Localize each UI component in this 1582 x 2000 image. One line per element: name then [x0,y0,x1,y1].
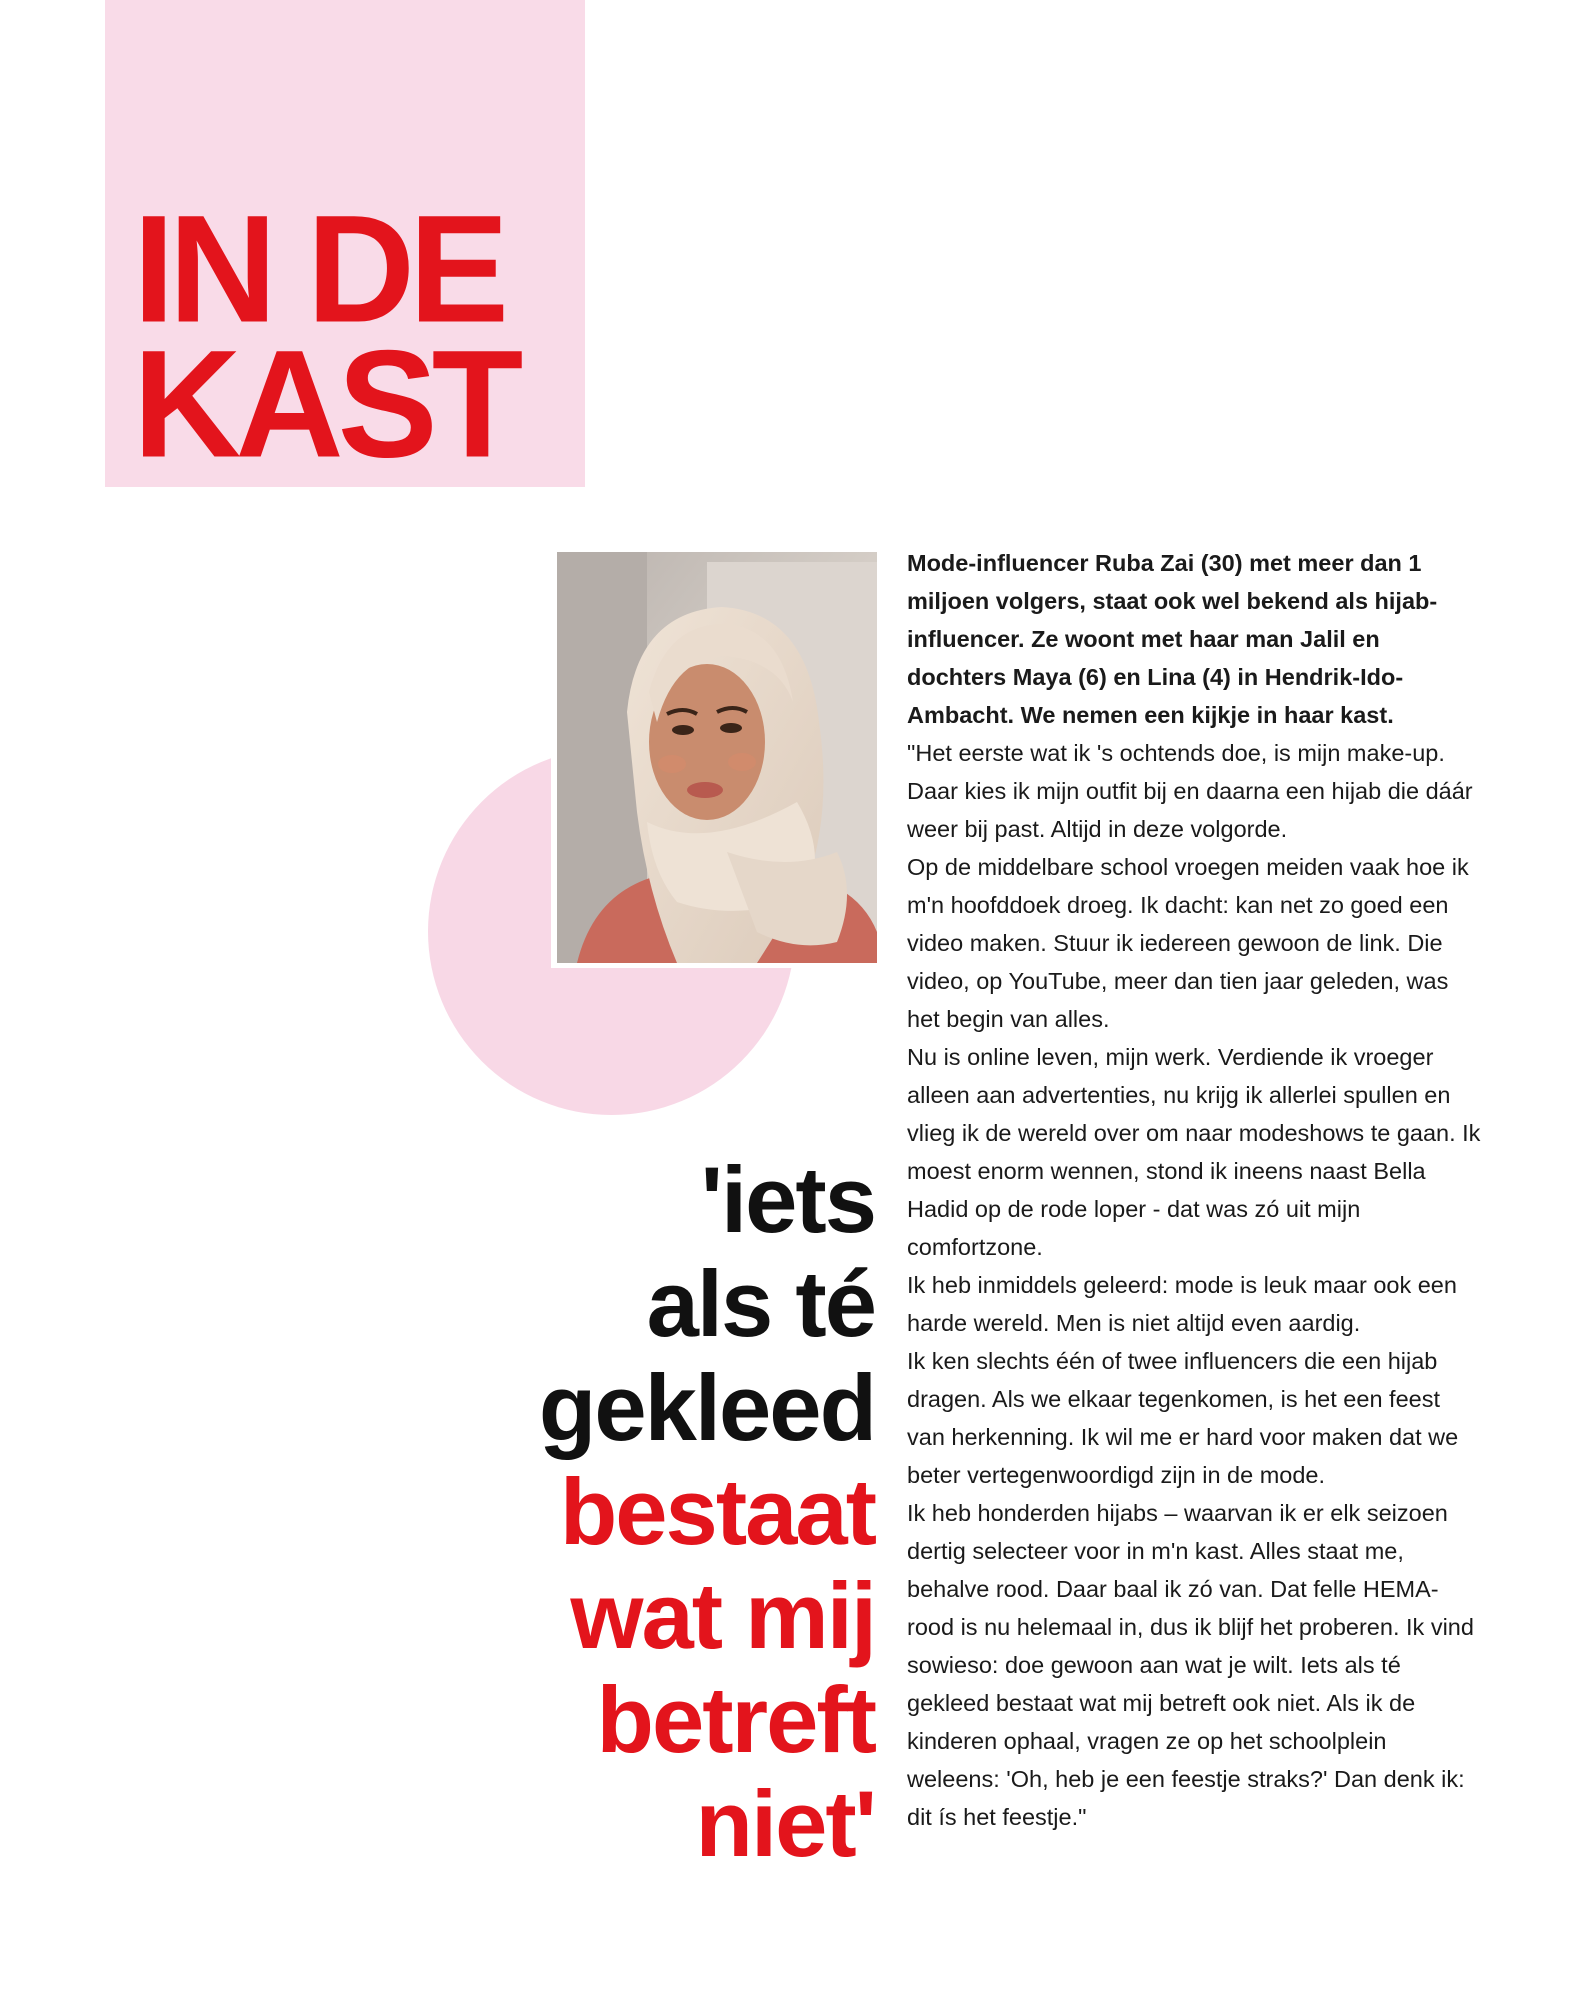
quote-line-red: wat mij [570,1563,875,1668]
quote-line: 'iets [700,1147,875,1252]
quote-line: als té [646,1251,875,1356]
title-block [105,0,585,490]
article-paragraph: Ik heb honderden hijabs – waarvan ik er elk seizoen dertig selecteer voor in m'n kast. Alles staat me, behalve rood. Daar baal ik zó van. Dat felle HEMA-rood is nu helemaal in, dus ik blijf het proberen. Ik vind sowieso: doe gewoon aan wat je wilt. Iets als té gekleed bestaat wat mij betreft ook niet. Als ik de kinderen ophaal, vragen ze op het schoolplein weleens: 'Oh, heb je een feestje straks?' Dan denk ik: dit ís het feestje." [907,1500,1474,1830]
article-body [907,544,1483,1836]
quote-line-red: bestaat [559,1459,875,1564]
title-line-1: IN DE [133,182,504,355]
article-intro: Mode-influencer Ruba Zai (30) met meer dan 1 miljoen volgers, staat ook wel bekend als hijab-influencer. Ze woont met haar man Jalil en dochters Maya (6) en Lina (4) in Hendrik-Ido-Ambacht. We nemen een kijkje in haar kast. [907,550,1438,728]
quote-line-red: betreft [596,1667,875,1772]
title-line-2: KAST [133,317,518,490]
article-paragraph: "Het eerste wat ik 's ochtends doe, is mijn make-up. Daar kies ik mijn outfit bij en daarna een hijab die dáár weer bij past. Altijd in deze volgorde. [907,740,1473,842]
portrait-photo [557,552,877,963]
article-paragraph: Op de middelbare school vroegen meiden vaak hoe ik m'n hoofddoek droeg. Ik dacht: kan net zo goed een video maken. Stuur ik iedereen gewoon de link. Die video, op YouTube, meer dan tien jaar geleden, was het begin van alles. [907,854,1469,1032]
article-paragraph: Ik heb inmiddels geleerd: mode is leuk maar ook een harde wereld. Men is niet altijd even aardig. [907,1272,1457,1336]
portrait-illustration [557,552,877,963]
article-paragraph: Nu is online leven, mijn werk. Verdiende ik vroeger alleen aan advertenties, nu krijg ik allerlei spullen en vlieg ik de wereld over om naar modeshows te gaan. Ik moest enorm wennen, stond ik ineens naast Bella Hadid op de rode loper - dat was zó uit mijn comfortzone. [907,1044,1481,1260]
article-paragraph: Ik ken slechts één of twee influencers die een hijab dragen. Als we elkaar tegenkomen, is het een feest van herkenning. Ik wil me er hard voor maken dat we beter vertegenwoordigd zijn in de mode. [907,1348,1459,1488]
quote-line-red: niet' [695,1771,875,1876]
quote-line: gekleed [538,1355,875,1460]
pull-quote [315,1148,875,1876]
